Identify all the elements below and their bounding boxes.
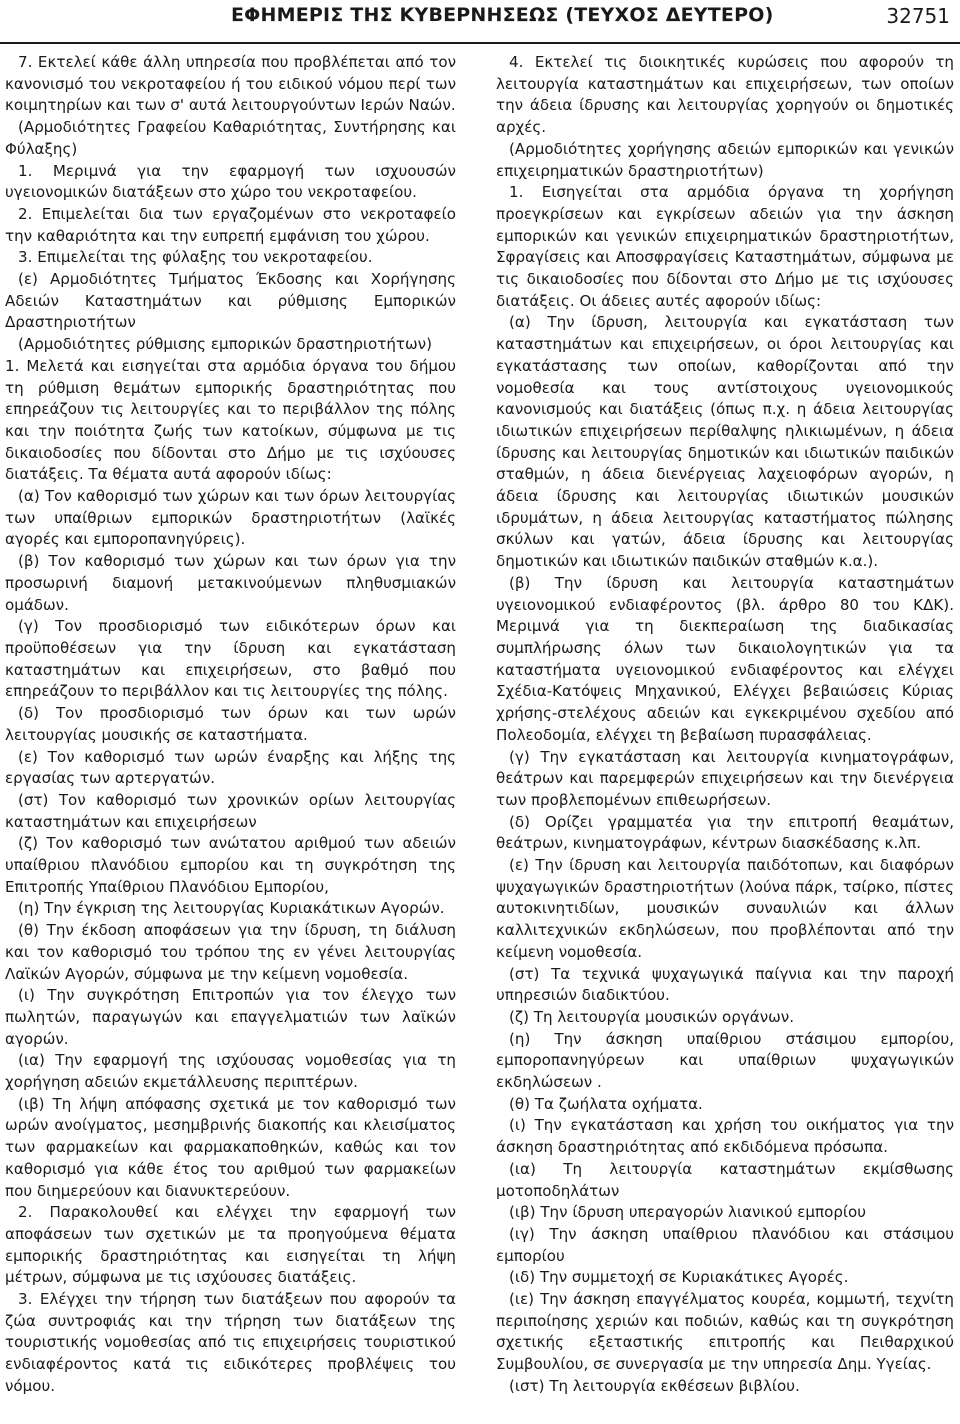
paragraph: (θ) Την έκδοση αποφάσεων για την ίδρυση, τη διάλυση και τον καθορισμό του τρόπου της εν γένει λειτουργίας Λαϊκών Αγορών, σύμφωνα με την κείμενη νομοθεσία.: [5, 921, 456, 983]
paragraph: 7. Εκτελεί κάθε άλλη υπηρεσία που προβλέπεται από τον κανονισμό του νεκροταφείου ή του ειδικού νόμου περί των κοιμητηρίων και των σ' αυτά λειτουργούντων Ιερών Ναών.: [5, 53, 456, 115]
paragraph: (ιβ) Τη λήψη απόφασης σχετικά με τον καθορισμό των ωρών ανοίγματος, μεσημβρινής διακοπής και κλεισίματος των φαρμακείων και φαρμακαποθηκών, καθώς και τον καθορισμό για κάθε έτος του αριθμού των φαρμακείων που διημερεύουν και διανυκτερεύουν.: [5, 1094, 456, 1200]
paragraph: (β) Την ίδρυση και λειτουργία καταστημάτων υγειονομικού ενδιαφέροντος (βλ. άρθρο 80 του ΚΔΚ). Μεριμνά για τη διεκπεραίωση της διαδικασίας συμπλήρωσης όλων των δικαιολογητικών για τα καταστήματα υγειονομικού ενδιαφέροντος και ελέγχει Σχέδια-Κατόψεις Μηχανικού, Ελέγχει βεβαιώσεις Κύριας χρήσης-στελέχους αδειών και εγκεκριμένου σχεδίου από Πολεοδομία, ελέγχει τη βεβαίωση πυρασφάλειας.: [496, 573, 954, 744]
paragraph: (α) Την ίδρυση, λειτουργία και εγκατάσταση των καταστημάτων και επιχειρήσεων, οι όροι λειτουργίας και εγκατάστασης των οποίων, καθορίζονται από την νομοθεσία και τους αντίστοιχους υγειονομικούς κανονισμούς και διατάξεις (όπως π.χ. η άδεια λειτουργίας ιδιωτικών επιχειρήσεων περίθαλψης ηλικιωμένων, η άδεια ίδρυσης και λειτουργίας δημοτικών και ιδιωτικών παιδικών σταθμών, η άδεια διενέργειας λαχειοφόρων αγορών, η άδεια ίδρυσης και λειτουργίας ιδιωτικών μουσικών ιδρυμάτων, η άδεια λειτουργίας καταστήματος πώλησης σκύλων και γατών, άδεια ίδρυσης και λειτουργίας δημοτικών και ιδιωτικών παιδικών σταθμών κ.α.).: [496, 313, 954, 571]
paragraph: 2. Επιμελείται δια των εργαζομένων στο νεκροταφείο την καθαριότητα και την ευπρεπή εμφάνιση του χώρου.: [5, 204, 456, 245]
paragraph: (η) Την άσκηση υπαίθριου στάσιμου εμπορίου, εμποροπανηγύρεων και υπαίθριων ψυχαγωγικών εκδηλώσεων .: [496, 1029, 954, 1092]
paragraph: (ε) Την ίδρυση και λειτουργία παιδότοπων, και διαφόρων ψυχαγωγικών δραστηριοτήτων (λούνα πάρκ, τσίρκο, πίστες αυτοκινητιδίων, μουσικών συναυλιών και άλλων καλλιτεχνικών εκδηλώσεων, που προβλέπονται από την κείμενη νομοθεσία.: [496, 856, 954, 961]
paragraph: (θ) Τα ζωήλατα οχήματα.: [509, 1094, 703, 1113]
page-number: 32751: [886, 4, 950, 28]
paragraph: (στ) Τα τεχνικά ψυχαγωγικά παίγνια και την παροχή υπηρεσιών διαδικτύου.: [496, 964, 954, 1005]
paragraph: (β) Τον καθορισμό των χώρων και των όρων για την προσωρινή διαμονή μετακινούμενων πληθυσμιακών ομάδων.: [5, 552, 456, 614]
paragraph: (ια) Την εφαρμογή της ισχύουσας νομοθεσίας για τη χορήγηση αδειών εκμετάλλευσης περιπτέρων.: [5, 1051, 456, 1092]
paragraph: (ια) Τη λειτουργία καταστημάτων εκμίσθωσης μοτοποδηλάτων: [496, 1159, 954, 1200]
page-header: [0, 0, 960, 44]
paragraph: (ζ) Τη λειτουργία μουσικών οργάνων.: [509, 1007, 794, 1026]
left-column: [5, 52, 456, 1398]
paragraph: (ι) Την συγκρότηση Επιτροπών για τον έλεγχο των πωλητών, παραγωγών και επαγγελματιών των λαϊκών αγορών.: [5, 986, 456, 1048]
paragraph: (ε) Τον καθορισμό των ωρών έναρξης και λήξης της εργασίας των αρτεργατών.: [5, 747, 456, 788]
paragraph: 3. Ελέγχει την τήρηση των διατάξεων που αφορούν τα ζώα συντροφιάς και την τήρηση των διατάξεων της τουριστικής νομοθεσίας από τις επιχειρήσεις τουριστικού ενδιαφέροντος κατά τις ειδικότερες προβλέψεις του νόμου.: [5, 1290, 456, 1395]
section-heading: (ε) Αρμοδιότητες Τμήματος Έκδοσης και Χορήγησης Αδειών Καταστημάτων και ρύθμισης Εμπορικών Δραστηριοτήτων: [5, 270, 456, 332]
paragraph: 1. Μεριμνά για την εφαρμογή των ισχυουσών υγειονομικών διατάξεων στο χώρο του νεκροταφείου.: [5, 161, 456, 202]
paragraph: (στ) Τον καθορισμό των χρονικών ορίων λειτουργίας καταστημάτων και επιχειρήσεων: [5, 790, 456, 831]
paragraph: (ιδ) Την συμμετοχή σε Κυριακάτικες Αγορές.: [509, 1268, 849, 1287]
paragraph: (Αρμοδιότητες Γραφείου Καθαριότητας, Συντήρησης και Φύλαξης): [5, 118, 456, 158]
paragraph: (γ) Την εγκατάσταση και λειτουργία κινηματογράφων, θεάτρων και παρεμφερών επιχειρήσεων και την διενέργεια των προβλεπομένων επιθεωρήσεων.: [496, 747, 954, 809]
paragraph: (ιβ) Την ίδρυση υπεραγορών λιανικού εμπορίου: [509, 1203, 866, 1222]
paragraph: (ζ) Τον καθορισμό των ανώτατου αριθμού των αδειών υπαίθριου πλανόδιου εμπορίου και τη συγκρότηση της Επιτροπής Υπαίθριου Πλανόδιου Εμπορίου,: [5, 834, 456, 896]
paragraph: (α) Τον καθορισμό των χώρων και των όρων λειτουργίας των υπαίθριων εμπορικών δραστηριοτήτων (λαϊκές αγορές και εμποροπανηγύρεις).: [5, 487, 456, 549]
paragraph: (δ) Τον προσδιορισμό των όρων και των ωρών λειτουργίας μουσικής σε καταστήματα.: [5, 704, 456, 744]
paragraph: (Αρμοδιότητες ρύθμισης εμπορικών δραστηριοτήτων): [18, 335, 432, 354]
right-column: [496, 52, 954, 1398]
paragraph: 3. Επιμελείται της φύλαξης του νεκροταφείου.: [18, 248, 373, 267]
paragraph: 4. Εκτελεί τις διοικητικές κυρώσεις που αφορούν τη λειτουργία καταστημάτων και επιχειρήσεων, των οποίων την άδεια ίδρυσης και λειτουργίας χορηγούν οι δημοτικές αρχές.: [496, 53, 954, 137]
paragraph: (ι) Την εγκατάσταση και χρήση του οικήματος για την άσκηση δραστηριότητας από εκδιδόμενα πρόσωπα.: [496, 1116, 954, 1157]
paragraph: (δ) Ορίζει γραμματέα για την επιτροπή θεαμάτων, θεάτρων, κινηματογράφων, κέντρων διασκέδασης κ.λπ.: [496, 812, 954, 853]
paragraph: (γ) Τον προσδιορισμό των ειδικότερων όρων και προϋποθέσεων για την ίδρυση και εγκατάσταση καταστημάτων και επιχειρήσεων, στο βαθμό που επηρεάζουν το περιβάλλον και τις λειτουργίες της πόλης.: [5, 617, 456, 701]
running-title: ΕΦΗΜΕΡΙΣ ΤΗΣ ΚΥΒΕΡΝΗΣΕΩΣ (ΤΕΥΧΟΣ ΔΕΥΤΕΡΟ): [231, 4, 774, 26]
paragraph: (η) Την έγκριση της λειτουργίας Κυριακάτικων Αγορών.: [18, 899, 445, 918]
paragraph: 2. Παρακολουθεί και ελέγχει την εφαρμογή των αποφάσεων των σχετικών με τα προηγούμενα θέματα εμπορικής δραστηριότητας και εισηγείται τη λήψη μέτρων, σύμφωνα με τις ισχύουσες διατάξεις.: [5, 1203, 456, 1287]
paragraph: 1. Εισηγείται στα αρμόδια όργανα τη χορήγηση προεγκρίσεων και εγκρίσεων αδειών για την άσκηση εμπορικών και γενικών επιχειρηματικών δραστηριοτήτων, Σφραγίσεις και Αποσφραγίσεις Καταστημάτων, σύμφωνα με τις δικαιοδοσίες που δίδονται στο Δήμο με τις ισχύουσες διατάξεις. Οι άδειες αυτές αφορούν ιδίως:: [496, 183, 954, 310]
paragraph: (ιε) Την άσκηση επαγγέλματος κουρέα, κομμωτή, τεχνίτη περιποίησης χεριών και ποδιών, καθώς και τη συγκρότηση σχετικής εξεταστικής επιτροπής και Πειθαρχικού Συμβουλίου, σε συνεργασία με την υπηρεσία Δημ. Υγείας.: [496, 1290, 954, 1374]
paragraph: (ιστ) Τη λειτουργία εκθέσεων βιβλίου.: [509, 1376, 800, 1395]
paragraph: 1. Μελετά και εισηγείται στα αρμόδια όργανα του δήμου τη ρύθμιση θεμάτων εμπορικής δραστηριότητας που επηρεάζουν τις λειτουργίες και το περιβάλλον της πόλης και την ποιότητα ζωής των κατοίκων, σύμφωνα με τις δικαιοδοσίες που δίδονται στο Δήμο με τις ισχύουσες διατάξεις. Τα θέματα αυτά αφορούν ιδίως:: [5, 356, 456, 484]
paragraph: (Αρμοδιότητες χορήγησης αδειών εμπορικών και γενικών επιχειρηματικών δραστηριοτήτων): [496, 139, 954, 180]
paragraph: (ιγ) Την άσκηση υπαίθριου πλανόδιου και στάσιμου εμπορίου: [496, 1224, 954, 1265]
